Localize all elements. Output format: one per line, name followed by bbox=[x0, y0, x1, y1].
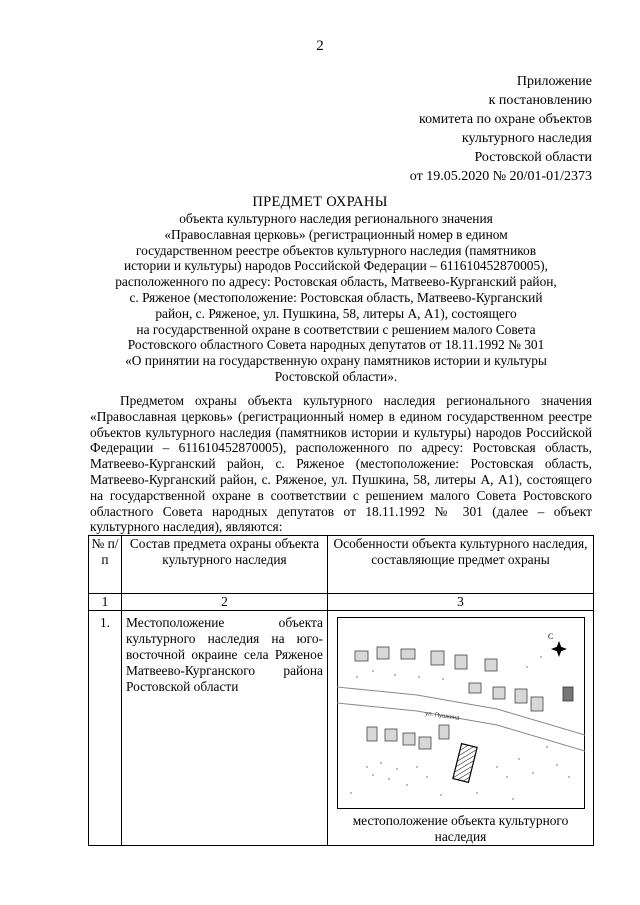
appendix-line: к постановлению bbox=[488, 93, 592, 108]
compass-label: С bbox=[547, 632, 553, 641]
header-features: Особенности объекта культурного наследия, составляющие предмет охраны bbox=[328, 536, 594, 594]
col-number: 1 bbox=[89, 594, 122, 611]
subtitle-line: с. Ряженое (местоположение: Ростовская область, Матвеево-Курганский bbox=[129, 289, 543, 305]
document-subtitle bbox=[80, 211, 592, 385]
appendix-line: культурного наследия bbox=[461, 131, 592, 146]
map-street-label: ул. Пушкина bbox=[424, 711, 460, 722]
row-composition: Местоположение объекта культурного наследия на юго-восточной окраине села Ряженое Матвеево-Курганского района Ростовской области bbox=[126, 615, 323, 694]
subtitle-line: «О принятии на государственную охрану памятников истории и культуры bbox=[125, 353, 547, 369]
appendix-line: комитета по охране объектов bbox=[419, 112, 592, 127]
header-composition: Состав предмета охраны объекта культурного наследия bbox=[122, 536, 328, 594]
protection-table bbox=[88, 535, 594, 846]
row-number: 1. bbox=[89, 611, 122, 846]
subtitle-line: истории и культуры) народов Российской Федерации – 611610452870005), bbox=[124, 258, 548, 274]
row-features-cell bbox=[328, 611, 594, 846]
column-number-row bbox=[89, 594, 594, 611]
appendix-line: Ростовской области bbox=[474, 150, 592, 165]
subtitle-line: «Православная церковь» (регистрационный номер в едином bbox=[164, 226, 508, 242]
map-building-dark bbox=[563, 687, 573, 701]
body-paragraph: Предметом охраны объекта культурного наследия регионального значения «Православная церковь» (регистрационный номер в едином государственном реестре объектов культурного наследия (памятников истории и культуры) народов Российской Федерации – 611610452870005), расположенного по адресу: Ростовская область, Матвеево-Курганский район, с. Ряженое (местоположение: Ростовская область, Матвеево-Курганский район, с. Ряженое, ул. Пушкина, 58, литеры А, А1), состоящего на государственной охране в соответствии с решением малого Совета Ростовского областного Совета народных депутатов от 18.11.1992 № 301 (далее – объект культурного наследия), являются: bbox=[90, 393, 592, 535]
subtitle-line: объекта культурного наследия регионального значения bbox=[179, 211, 493, 226]
subtitle-line: Ростовской области». bbox=[274, 368, 398, 384]
header-number: № п/п bbox=[89, 536, 122, 594]
col-number: 3 bbox=[328, 594, 594, 611]
table-header-row bbox=[89, 536, 594, 594]
appendix-line: Приложение bbox=[516, 74, 592, 89]
subtitle-line: государственном реестре объектов культурного наследия (памятников bbox=[135, 242, 537, 258]
document-title: ПРЕДМЕТ ОХРАНЫ bbox=[252, 194, 388, 210]
subtitle-line: расположенного по адресу: Ростовская область, Матвеево-Курганский район, bbox=[115, 274, 557, 290]
location-map bbox=[337, 617, 585, 809]
subtitle-line: район, с. Ряженое, ул. Пушкина, 58, литеры А, А1), состоящего bbox=[155, 305, 517, 321]
subtitle-line: Ростовского областного Совета народных депутатов от 18.11.1992 № 301 bbox=[127, 337, 545, 353]
appendix-block bbox=[360, 72, 592, 186]
col-number: 2 bbox=[122, 594, 328, 611]
appendix-line: от 19.05.2020 № 20/01-01/2373 bbox=[409, 169, 592, 184]
map-caption: местоположение объекта культурного наследия bbox=[352, 813, 569, 844]
table-row bbox=[89, 611, 594, 846]
subtitle-line: на государственной охране в соответствии с решением малого Совета bbox=[136, 321, 536, 337]
body-text bbox=[90, 393, 592, 535]
page-number: 2 bbox=[316, 38, 324, 54]
row-composition-cell bbox=[122, 611, 328, 846]
